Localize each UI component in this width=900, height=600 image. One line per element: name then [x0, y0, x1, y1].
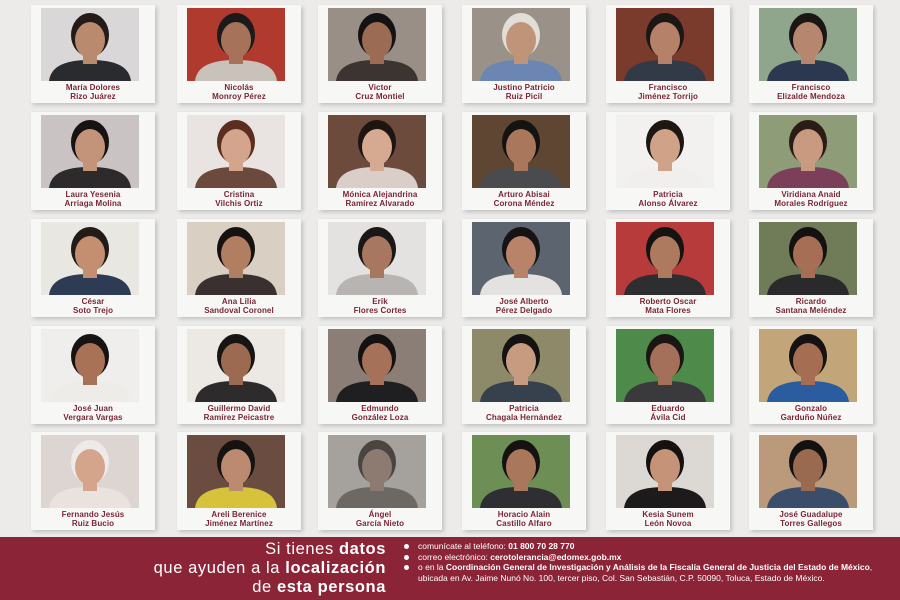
person-photo — [472, 115, 570, 188]
person-surnames: Rizo Juárez — [70, 91, 116, 101]
person-card — [177, 5, 301, 103]
face-shape — [75, 236, 105, 272]
person-surnames: Garduño Núñez — [780, 412, 842, 422]
headline-line-1 — [0, 540, 386, 559]
person-card — [606, 112, 730, 210]
face-shape — [75, 343, 105, 379]
person-card — [31, 112, 155, 210]
person-photo — [41, 222, 139, 295]
person-card — [31, 5, 155, 103]
email-label: correo electrónico: — [418, 551, 491, 562]
person-card — [318, 432, 442, 530]
headline-text: Si tienes — [265, 540, 339, 558]
person-first-names: Fernando Jesús — [61, 510, 125, 519]
person-name — [749, 84, 873, 101]
face-shape — [793, 236, 823, 272]
portrait-silhouette — [187, 435, 285, 508]
contact-office-row — [402, 562, 892, 583]
person-photo — [472, 435, 570, 508]
person-name — [318, 298, 442, 315]
person-first-names: José Alberto — [499, 297, 549, 306]
person-surnames: Pérez Delgado — [495, 305, 553, 315]
person-card — [462, 112, 586, 210]
face-shape — [650, 343, 680, 379]
person-photo — [472, 8, 570, 81]
person-photo — [41, 8, 139, 81]
person-card — [462, 219, 586, 317]
headline-text: de — [252, 578, 277, 596]
person-first-names: Laura Yesenia — [65, 190, 121, 199]
portrait-silhouette — [187, 115, 285, 188]
person-first-names: María Dolores — [65, 83, 121, 92]
phone-number[interactable]: 01 800 70 28 770 — [508, 541, 575, 551]
person-surnames: Jiménez Martínez — [205, 518, 273, 528]
person-photo — [759, 329, 857, 402]
person-surnames: Cruz Montiel — [355, 91, 405, 101]
person-photo — [328, 435, 426, 508]
person-surnames: Monroy Pérez — [212, 91, 266, 101]
person-name — [606, 191, 730, 208]
person-card — [462, 5, 586, 103]
person-card — [177, 326, 301, 424]
portrait-silhouette — [41, 8, 139, 81]
portrait-silhouette — [472, 435, 570, 508]
person-photo — [328, 115, 426, 188]
person-name — [177, 405, 301, 422]
person-name — [31, 511, 155, 528]
person-name — [31, 191, 155, 208]
person-first-names: Areli Berenice — [211, 510, 267, 519]
headline-bold-text: localización — [285, 559, 386, 577]
person-first-names: Nicolás — [224, 83, 254, 92]
person-surnames: Flores Cortes — [353, 305, 407, 315]
person-card — [606, 326, 730, 424]
person-first-names: Ricardo — [795, 297, 827, 306]
person-surnames: Ávila Cid — [650, 412, 686, 422]
person-photo — [328, 329, 426, 402]
person-first-names: Patricia — [653, 190, 683, 199]
person-surnames: González Loza — [351, 412, 409, 422]
person-name — [462, 191, 586, 208]
person-surnames: Morales Rodríguez — [774, 198, 848, 208]
person-name — [318, 405, 442, 422]
person-surnames: Ramírez Peicastre — [203, 412, 275, 422]
person-card — [318, 326, 442, 424]
office-address: , ubicada en Av. Jaime Nunó No. 100, tercer piso, Col. San Sebastián, C.P. 50090, Toluca, Estado de México. — [418, 562, 873, 583]
person-name — [177, 511, 301, 528]
person-name — [749, 405, 873, 422]
person-first-names: José Juan — [72, 404, 114, 413]
person-surnames: Vilchis Ortiz — [215, 198, 263, 208]
person-photo — [616, 115, 714, 188]
face-shape — [362, 129, 392, 165]
person-card — [318, 219, 442, 317]
face-shape — [793, 129, 823, 165]
person-photo — [41, 329, 139, 402]
portrait-silhouette — [472, 222, 570, 295]
person-name — [318, 511, 442, 528]
person-card — [749, 219, 873, 317]
person-photo — [616, 222, 714, 295]
portrait-silhouette — [472, 8, 570, 81]
person-card — [462, 326, 586, 424]
person-photo — [187, 115, 285, 188]
person-first-names: Kesia Sunem — [642, 510, 694, 519]
person-surnames: Ruiz Bucio — [71, 518, 115, 528]
person-first-names: Mónica Alejandrina — [342, 190, 418, 199]
person-name — [462, 405, 586, 422]
person-photo — [616, 329, 714, 402]
portrait-silhouette — [472, 115, 570, 188]
person-surnames: León Novoa — [644, 518, 692, 528]
portrait-silhouette — [616, 8, 714, 81]
person-photo — [472, 329, 570, 402]
person-photo — [472, 222, 570, 295]
portrait-silhouette — [759, 8, 857, 81]
person-name — [462, 298, 586, 315]
phone-label: comunícate al teléfono: — [418, 541, 509, 551]
portrait-silhouette — [616, 435, 714, 508]
person-surnames: Elizalde Mendoza — [777, 91, 845, 101]
person-name — [177, 84, 301, 101]
person-first-names: Erik — [372, 297, 388, 306]
person-surnames: Corona Méndez — [493, 198, 555, 208]
person-surnames: Alonso Álvarez — [638, 198, 698, 208]
portrait-silhouette — [616, 115, 714, 188]
person-card — [177, 219, 301, 317]
person-name — [31, 405, 155, 422]
person-surnames: García Nieto — [355, 518, 405, 528]
person-photo — [187, 8, 285, 81]
face-shape — [506, 343, 536, 379]
face-shape — [221, 449, 251, 485]
headline-bold-text: esta persona — [277, 578, 386, 596]
face-shape — [793, 22, 823, 58]
person-first-names: Viridiana Anaid — [781, 190, 841, 199]
person-card — [749, 326, 873, 424]
person-first-names: César — [81, 297, 105, 306]
face-shape — [221, 22, 251, 58]
portrait-silhouette — [616, 222, 714, 295]
face-shape — [75, 449, 105, 485]
portrait-silhouette — [187, 222, 285, 295]
person-first-names: Edmundo — [361, 404, 399, 413]
office-prefix: o en la — [418, 562, 446, 572]
face-shape — [362, 22, 392, 58]
person-name — [318, 84, 442, 101]
person-card — [31, 432, 155, 530]
person-name — [749, 191, 873, 208]
face-shape — [506, 236, 536, 272]
face-shape — [362, 236, 392, 272]
portrait-silhouette — [328, 8, 426, 81]
face-shape — [506, 22, 536, 58]
person-surnames: Soto Trejo — [72, 305, 114, 315]
person-first-names: Justino Patricio — [493, 83, 555, 92]
person-name — [318, 191, 442, 208]
face-shape — [793, 449, 823, 485]
portrait-silhouette — [328, 222, 426, 295]
person-surnames: Vergara Vargas — [63, 412, 123, 422]
person-name — [749, 298, 873, 315]
person-photo — [41, 115, 139, 188]
face-shape — [75, 129, 105, 165]
portrait-silhouette — [41, 115, 139, 188]
bullet-icon — [404, 555, 409, 560]
face-shape — [362, 343, 392, 379]
person-photo — [187, 222, 285, 295]
person-name — [177, 191, 301, 208]
face-shape — [221, 129, 251, 165]
person-card — [177, 112, 301, 210]
call-to-action-headline — [0, 540, 386, 597]
face-shape — [650, 22, 680, 58]
person-surnames: Jiménez Torrijo — [637, 91, 699, 101]
person-name — [31, 84, 155, 101]
headline-line-3 — [0, 578, 386, 597]
person-photo — [41, 435, 139, 508]
portrait-silhouette — [616, 329, 714, 402]
portrait-silhouette — [328, 329, 426, 402]
face-shape — [75, 22, 105, 58]
person-surnames: Ramírez Alvarado — [345, 198, 415, 208]
person-first-names: Ángel — [368, 510, 392, 519]
person-name — [462, 511, 586, 528]
person-photo — [759, 435, 857, 508]
person-surnames: Mata Flores — [645, 305, 691, 315]
person-surnames: Chagala Hernández — [486, 412, 562, 422]
person-first-names: José Guadalupe — [779, 510, 843, 519]
person-name — [177, 298, 301, 315]
person-surnames: Ruiz Picil — [505, 91, 543, 101]
face-shape — [221, 236, 251, 272]
person-card — [749, 432, 873, 530]
person-photo — [616, 435, 714, 508]
person-name — [462, 84, 586, 101]
person-first-names: Cristina — [223, 190, 255, 199]
person-surnames: Arriaga Molina — [64, 198, 122, 208]
person-first-names: Guillermo David — [207, 404, 271, 413]
contact-info — [402, 541, 892, 583]
person-card — [31, 326, 155, 424]
person-card — [318, 5, 442, 103]
office-name: Coordinación General de Investigación y Análisis de la Fiscalía General de Justicia del Estado de México — [445, 562, 870, 572]
person-card — [749, 5, 873, 103]
headline-bold-text: datos — [338, 540, 386, 558]
contact-email-row — [402, 552, 892, 563]
portrait-silhouette — [759, 222, 857, 295]
face-shape — [362, 449, 392, 485]
person-name — [606, 511, 730, 528]
person-photo — [328, 222, 426, 295]
portrait-silhouette — [187, 8, 285, 81]
person-photo — [759, 222, 857, 295]
person-card — [177, 432, 301, 530]
portrait-silhouette — [759, 329, 857, 402]
person-name — [749, 511, 873, 528]
person-card — [318, 112, 442, 210]
person-card — [749, 112, 873, 210]
person-photo — [187, 329, 285, 402]
person-name — [606, 405, 730, 422]
bullet-icon — [404, 544, 409, 549]
portrait-silhouette — [328, 435, 426, 508]
person-first-names: Ana Lilia — [221, 297, 257, 306]
face-shape — [650, 129, 680, 165]
face-shape — [793, 343, 823, 379]
face-shape — [650, 449, 680, 485]
face-shape — [650, 236, 680, 272]
person-first-names: Eduardo — [651, 404, 685, 413]
person-first-names: Roberto Oscar — [639, 297, 697, 306]
person-first-names: Victor — [368, 83, 392, 92]
portrait-silhouette — [41, 222, 139, 295]
person-surnames: Castillo Alfaro — [496, 518, 552, 528]
headline-text: que ayuden a la — [153, 559, 286, 577]
person-name — [606, 84, 730, 101]
person-card — [606, 432, 730, 530]
bullet-icon — [404, 565, 409, 570]
portrait-silhouette — [41, 435, 139, 508]
person-first-names: Patricia — [509, 404, 539, 413]
person-card — [462, 432, 586, 530]
person-photo — [328, 8, 426, 81]
person-surnames: Torres Gallegos — [780, 518, 842, 528]
portrait-silhouette — [472, 329, 570, 402]
person-name — [606, 298, 730, 315]
person-photo — [759, 115, 857, 188]
footer-banner — [0, 537, 900, 600]
person-photo — [187, 435, 285, 508]
contact-phone-row — [402, 541, 892, 552]
person-card — [606, 219, 730, 317]
person-first-names: Arturo Abisai — [498, 190, 550, 199]
person-photo — [616, 8, 714, 81]
portrait-silhouette — [328, 115, 426, 188]
portrait-silhouette — [759, 115, 857, 188]
face-shape — [506, 129, 536, 165]
email-link[interactable]: cerotolerancia@edomex.gob.mx — [490, 551, 622, 562]
person-surnames: Santana Meléndez — [775, 305, 847, 315]
person-card — [31, 219, 155, 317]
person-card — [606, 5, 730, 103]
person-name — [31, 298, 155, 315]
person-first-names: Francisco — [648, 83, 688, 92]
face-shape — [221, 343, 251, 379]
person-first-names: Horacio Alain — [497, 510, 551, 519]
portrait-silhouette — [759, 435, 857, 508]
portrait-silhouette — [41, 329, 139, 402]
face-shape — [506, 449, 536, 485]
headline-line-2 — [0, 559, 386, 578]
person-first-names: Francisco — [791, 83, 831, 92]
portrait-silhouette — [187, 329, 285, 402]
person-first-names: Gonzalo — [794, 404, 828, 413]
person-surnames: Sandoval Coronel — [204, 305, 274, 315]
person-photo — [759, 8, 857, 81]
